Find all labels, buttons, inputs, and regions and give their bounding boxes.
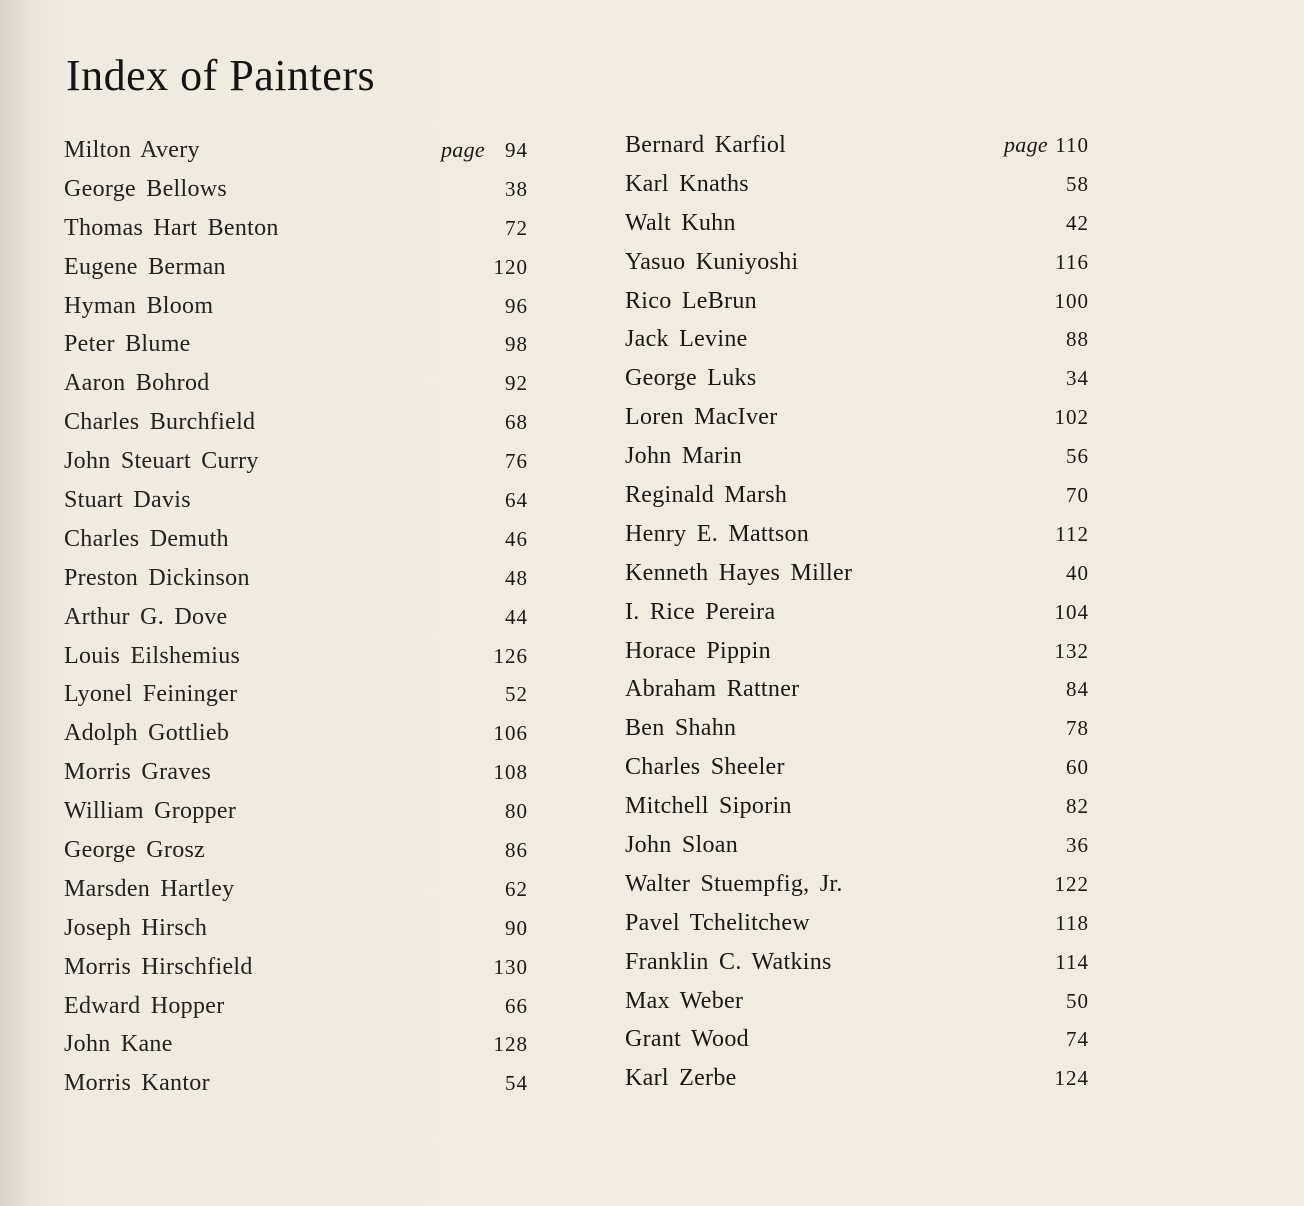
index-entry bbox=[625, 1059, 1089, 1098]
page-number: 114 bbox=[1055, 949, 1089, 974]
painter-name: William Gropper bbox=[64, 798, 237, 825]
page-number: 38 bbox=[505, 176, 528, 201]
painter-name: Grant Wood bbox=[625, 1026, 749, 1053]
page-number: 66 bbox=[505, 993, 528, 1018]
index-entry bbox=[64, 948, 528, 987]
page-number: 50 bbox=[1066, 988, 1089, 1013]
painter-name: Walter Stuempfig, Jr. bbox=[625, 870, 843, 897]
index-column-left bbox=[64, 131, 528, 1103]
index-entry bbox=[625, 398, 1089, 437]
painter-name: John Sloan bbox=[625, 832, 739, 859]
index-entry bbox=[625, 243, 1089, 282]
page-number: 64 bbox=[505, 488, 528, 513]
painter-name: Karl Knaths bbox=[625, 170, 749, 197]
page-number: 106 bbox=[493, 721, 528, 746]
page-number: 40 bbox=[1066, 560, 1089, 585]
index-entry bbox=[64, 598, 528, 637]
page-number: 108 bbox=[493, 760, 528, 785]
painter-name: Charles Sheeler bbox=[625, 754, 785, 781]
page-number: 90 bbox=[505, 915, 528, 940]
painter-name: Loren MacIver bbox=[625, 404, 778, 431]
index-entry bbox=[625, 982, 1089, 1021]
page-number: 100 bbox=[1054, 288, 1089, 313]
painter-name: Ben Shahn bbox=[625, 715, 737, 742]
index-entry bbox=[625, 826, 1089, 865]
page-title: Index of Painters bbox=[66, 51, 376, 100]
page-number: 116 bbox=[1055, 249, 1089, 274]
index-entry bbox=[64, 909, 528, 948]
page-number: 54 bbox=[505, 1071, 528, 1096]
page-number: 72 bbox=[505, 215, 528, 240]
painter-name: Charles Burchfield bbox=[64, 409, 256, 436]
index-entry bbox=[625, 709, 1089, 748]
page-number: 130 bbox=[493, 954, 528, 979]
index-entry bbox=[64, 792, 528, 831]
painter-name: Morris Hirschfield bbox=[64, 953, 253, 980]
painter-name: Charles Demuth bbox=[64, 525, 229, 552]
painter-name: Karl Zerbe bbox=[625, 1065, 737, 1092]
index-entry bbox=[64, 209, 528, 248]
page-label: page bbox=[441, 137, 485, 162]
painter-name: Aaron Bohrod bbox=[64, 370, 210, 397]
index-entry bbox=[625, 593, 1089, 632]
index-entry bbox=[64, 559, 528, 598]
page-number: 62 bbox=[505, 876, 528, 901]
painter-name: Adolph Gottlieb bbox=[64, 720, 230, 747]
index-entry bbox=[64, 753, 528, 792]
page-number: 112 bbox=[1055, 521, 1089, 546]
painter-name: Morris Graves bbox=[64, 759, 212, 786]
page-label: page bbox=[1004, 132, 1048, 157]
painter-name: Morris Kantor bbox=[64, 1070, 210, 1097]
index-entry bbox=[625, 1020, 1089, 1059]
painter-name: Stuart Davis bbox=[64, 487, 191, 514]
page-number: 82 bbox=[1066, 794, 1089, 819]
page-number: 102 bbox=[1054, 405, 1089, 430]
index-entry bbox=[625, 476, 1089, 515]
index-entry bbox=[64, 1025, 528, 1064]
page-number: 84 bbox=[1066, 677, 1089, 702]
painter-name: Horace Pippin bbox=[625, 637, 771, 664]
index-entry bbox=[64, 520, 528, 559]
index-entry bbox=[625, 204, 1089, 243]
page-number: 118 bbox=[1055, 910, 1089, 935]
index-entry bbox=[625, 904, 1089, 943]
index-entry bbox=[64, 170, 528, 209]
index-entry bbox=[64, 1064, 528, 1103]
page-number: 70 bbox=[1066, 483, 1089, 508]
index-entry bbox=[625, 554, 1089, 593]
painter-name: Thomas Hart Benton bbox=[64, 214, 279, 241]
index-entry bbox=[625, 282, 1089, 321]
index-entry bbox=[625, 748, 1089, 787]
page-number: 124 bbox=[1054, 1066, 1089, 1091]
painter-name: Max Weber bbox=[625, 987, 744, 1014]
painter-name: Kenneth Hayes Miller bbox=[625, 559, 853, 586]
index-entry bbox=[625, 632, 1089, 671]
index-entry bbox=[64, 481, 528, 520]
index-entry bbox=[64, 987, 528, 1026]
page-number: 36 bbox=[1066, 833, 1089, 858]
page-number: 92 bbox=[505, 371, 528, 396]
painter-name: George Bellows bbox=[64, 175, 228, 202]
index-entry bbox=[64, 714, 528, 753]
page-number: 128 bbox=[493, 1032, 528, 1057]
index-entry bbox=[625, 126, 1089, 165]
page-number: 86 bbox=[505, 838, 528, 863]
painter-name: Marsden Hartley bbox=[64, 875, 235, 902]
painter-name: Pavel Tchelitchew bbox=[625, 909, 810, 936]
page-number: 80 bbox=[505, 799, 528, 824]
painter-name: Hyman Bloom bbox=[64, 292, 214, 319]
page-number: 42 bbox=[1066, 210, 1089, 235]
page-number: 94 bbox=[505, 138, 528, 162]
painter-name: Lyonel Feininger bbox=[64, 681, 238, 708]
page-number: 78 bbox=[1066, 716, 1089, 741]
page-number: 60 bbox=[1066, 755, 1089, 780]
painter-name: Rico LeBrun bbox=[625, 287, 757, 314]
page-number: 44 bbox=[505, 604, 528, 629]
page-number: 68 bbox=[505, 410, 528, 435]
painter-name: George Grosz bbox=[64, 837, 206, 864]
page-number: 96 bbox=[505, 293, 528, 318]
painter-name: Reginald Marsh bbox=[625, 482, 788, 509]
painter-name: Abraham Rattner bbox=[625, 676, 800, 703]
index-entry bbox=[64, 870, 528, 909]
painter-name: Walt Kuhn bbox=[625, 209, 736, 236]
painter-name: Jack Levine bbox=[625, 326, 748, 353]
index-entry bbox=[64, 287, 528, 326]
painter-name: Bernard Karfiol bbox=[625, 132, 787, 158]
index-entry bbox=[64, 831, 528, 870]
painter-name: Yasuo Kuniyoshi bbox=[625, 248, 799, 275]
painter-name: George Luks bbox=[625, 365, 757, 392]
index-entry bbox=[625, 359, 1089, 398]
index-entry bbox=[64, 442, 528, 481]
painter-name: Franklin C. Watkins bbox=[625, 948, 832, 975]
page-number: 126 bbox=[493, 643, 528, 668]
painter-name: Henry E. Mattson bbox=[625, 520, 810, 547]
index-entry bbox=[64, 131, 528, 170]
page-number: 48 bbox=[505, 565, 528, 590]
page-number: 76 bbox=[505, 449, 528, 474]
index-entry bbox=[625, 320, 1089, 359]
painter-name: I. Rice Pereira bbox=[625, 598, 776, 625]
page-number: 88 bbox=[1066, 327, 1089, 352]
page-number: 74 bbox=[1066, 1027, 1089, 1052]
page-number: 132 bbox=[1054, 638, 1089, 663]
index-entry bbox=[625, 670, 1089, 709]
index-column-right bbox=[625, 126, 1089, 1098]
painter-name: John Kane bbox=[64, 1031, 173, 1058]
index-entry bbox=[64, 637, 528, 676]
painter-name: Louis Eilshemius bbox=[64, 642, 241, 669]
painter-name: Peter Blume bbox=[64, 331, 191, 358]
page-number: 58 bbox=[1066, 171, 1089, 196]
page-number: 46 bbox=[505, 526, 528, 551]
page-number: 120 bbox=[493, 254, 528, 279]
painter-name: Eugene Berman bbox=[64, 253, 226, 280]
index-entry bbox=[64, 675, 528, 714]
index-entry bbox=[64, 248, 528, 287]
index-entry bbox=[625, 787, 1089, 826]
painter-name: Milton Avery bbox=[64, 137, 200, 163]
painter-name: Edward Hopper bbox=[64, 992, 225, 1019]
index-entry bbox=[625, 943, 1089, 982]
painter-name: John Steuart Curry bbox=[64, 448, 259, 475]
index-entry bbox=[625, 165, 1089, 204]
index-entry bbox=[64, 325, 528, 364]
page-number: 110 bbox=[1055, 133, 1089, 157]
index-entry bbox=[64, 364, 528, 403]
page-number: 104 bbox=[1054, 599, 1089, 624]
index-entry bbox=[64, 403, 528, 442]
page-number: 34 bbox=[1066, 366, 1089, 391]
index-entry bbox=[625, 437, 1089, 476]
painter-name: Mitchell Siporin bbox=[625, 793, 792, 820]
index-entry bbox=[625, 515, 1089, 554]
page-number: 98 bbox=[505, 332, 528, 357]
painter-name: John Marin bbox=[625, 443, 742, 470]
index-entry bbox=[625, 865, 1089, 904]
page-number: 52 bbox=[505, 682, 528, 707]
page-number: 56 bbox=[1066, 444, 1089, 469]
painter-name: Arthur G. Dove bbox=[64, 603, 228, 630]
page-number: 122 bbox=[1054, 871, 1089, 896]
painter-name: Joseph Hirsch bbox=[64, 914, 208, 941]
painter-name: Preston Dickinson bbox=[64, 564, 250, 591]
